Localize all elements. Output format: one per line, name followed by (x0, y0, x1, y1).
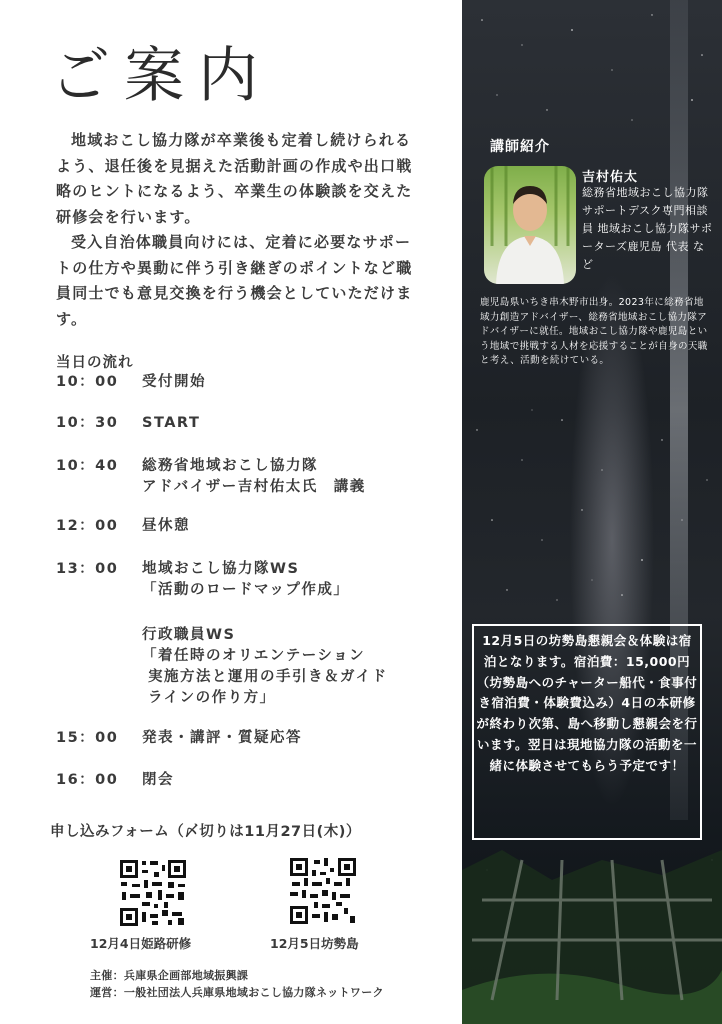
intro-text (56, 128, 426, 332)
schedule-desc: アドバイザー吉村佑太氏 講義 (142, 479, 366, 495)
schedule-desc: 総務省地域おこし協力隊 (142, 458, 318, 474)
schedule-time: 12：00 (56, 518, 119, 534)
application-form-heading: 申し込みフォーム（〆切りは11月27日(木)） (50, 824, 361, 840)
lecturer-name: 吉村佑太 (582, 170, 639, 185)
lecturer-role: 総務省地域おこし協力隊サポートデスク専門相談員 地域おこし協力隊サポーターズ鹿児島 代表 など (582, 186, 713, 271)
intro-paragraph: 受入自治体職員向けには、定着に必要なサポートの仕方や異動に伴う引き継ぎのポイントなど職員同士でも意見交換を行う機会としていただけます。 (56, 233, 413, 328)
schedule-time: 15：00 (56, 730, 119, 746)
person-photo-icon (484, 166, 576, 284)
schedule-time: 10：40 (56, 458, 119, 474)
schedule-desc: ラインの作り方」 (148, 690, 276, 706)
schedule-desc: 受付開始 (142, 374, 206, 390)
schedule-desc: START (142, 415, 201, 431)
lecturer-panel (462, 0, 722, 1024)
schedule-desc: 行政職員WS (142, 627, 236, 643)
qr-code-himeji[interactable] (118, 858, 188, 928)
schedule-desc: 昼休憩 (142, 518, 190, 534)
qr-label: 12月4日姫路研修 (90, 936, 192, 951)
schedule-desc: 「着任時のオリエンテーション (142, 648, 366, 664)
schedule-desc: 地域おこし協力隊WS (142, 561, 300, 577)
host-organization: 主催：兵庫県企画部地域振興課 (90, 969, 249, 982)
page-title: ご案内 (50, 41, 272, 111)
schedule-heading: 当日の流れ (56, 355, 134, 371)
qr-code-boze[interactable] (288, 856, 358, 926)
notice-text: 12月5日の坊勢島懇親会＆体験は宿泊となります。宿泊費：15,000円（坊勢島へのチャーター船代・食事付き宿泊費・体験費込み）4日の本研修が終わり次第、島へ移動し懇親会を行います。翌日は現地協力隊の活動を一緒に体験させてもらう予定です！ (476, 633, 698, 773)
qr-code-icon (118, 858, 188, 928)
lecturer-bio: 鹿児島県いちき串木野市出身。2023年に総務省地域力創造アドバイザー、総務省地域おこし協力隊アドバイザーに就任。地域おこし協力隊や鹿児島という地域で挑戦する人材を応援することが自身の天職と考え、活動を続けている。 (480, 297, 708, 367)
operator-organization: 運営：一般社団法人兵庫県地域おこし協力隊ネットワーク (90, 986, 384, 999)
qr-label: 12月5日坊勢島 (270, 936, 359, 951)
schedule-time: 13：00 (56, 561, 119, 577)
schedule-time: 16：00 (56, 772, 119, 788)
lecturer-section-label: 講師紹介 (490, 139, 550, 155)
schedule-desc: 実施方法と運用の手引き＆ガイド (148, 669, 388, 685)
intro-paragraph: 地域おこし協力隊が卒業後も定着し続けられるよう、退任後を見据えた活動計画の作成や出口戦略のヒントになるよう、卒業生の体験談を交えた研修会を行います。 (56, 131, 413, 226)
lecturer-photo (484, 166, 576, 284)
schedule-desc: 閉会 (142, 772, 174, 788)
schedule-time: 10：00 (56, 374, 119, 390)
schedule-desc: 「活動のロードマップ作成」 (142, 582, 350, 598)
schedule-desc: 発表・講評・質疑応答 (142, 730, 302, 746)
qr-code-icon (288, 856, 358, 926)
schedule-time: 10：30 (56, 415, 119, 431)
